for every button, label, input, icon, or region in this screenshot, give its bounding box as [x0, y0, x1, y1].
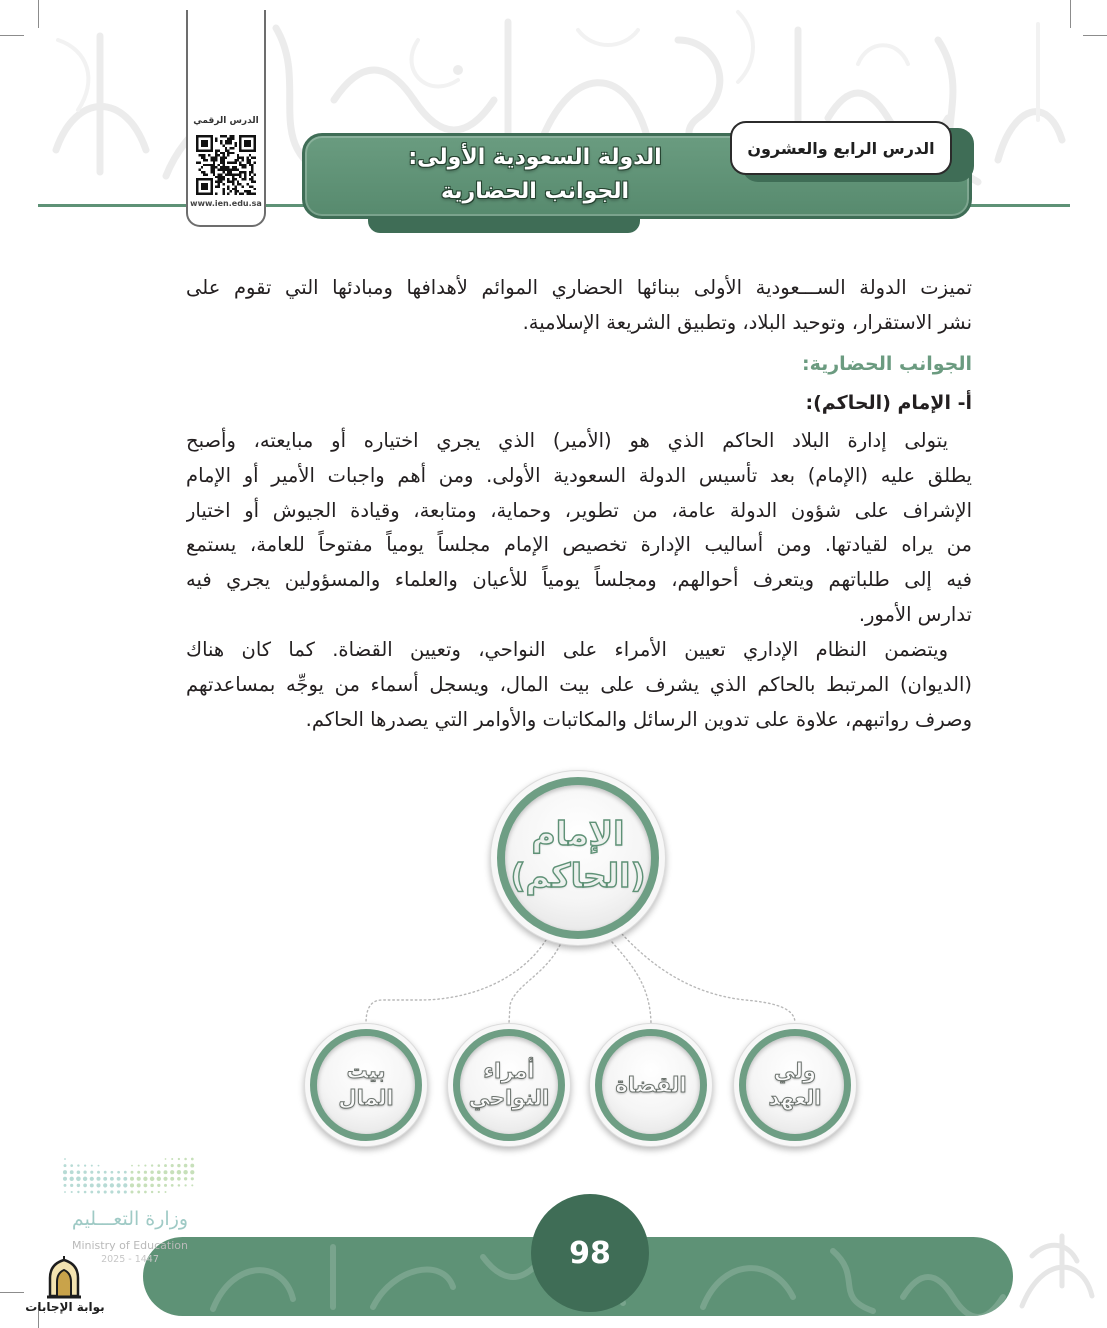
diagram-center-node: [490, 770, 666, 946]
crop-mark-top-right-horizontal: [1083, 35, 1107, 36]
connector-to-governors: [509, 945, 560, 1023]
connector-to-crown-prince: [622, 934, 795, 1023]
section-heading: الجوانب الحضارية:: [801, 353, 972, 375]
footer-calligraphy-pattern: [1012, 1226, 1104, 1318]
imam-paragraph-line: من يراه لقيادتها. ومن أساليب الإدارة تخصيص الإمام مجلساً يومياً مفتوحاً للعامة، يستمع: [186, 533, 972, 557]
administration-paragraph: [186, 633, 972, 737]
imam-paragraph: [186, 424, 972, 633]
diagram-node-ring: [453, 1029, 565, 1141]
diagram-node-judges: [589, 1023, 713, 1147]
administration-paragraph-line: ويتضمن النظام الإداري تعيين الأمراء على النواحي، وتعيين القضاة. كما كان هناك: [186, 638, 948, 661]
diagram-node-ring: [595, 1029, 707, 1141]
page-title-line-1: الدولة السعودية الأولى:: [408, 145, 662, 170]
ministry-year: 2025 - 1447: [101, 1254, 159, 1265]
imam-paragraph-line: يطلق عليه (الإمام) بعد تأسيس الدولة السعودية الأولى. ومن أهم واجبات الأمير أو الإمام: [186, 463, 972, 487]
diagram-node-ring: [739, 1029, 851, 1141]
page-title-line-2: الجوانب الحضارية: [440, 179, 630, 204]
diagram-node-crown-prince: [733, 1023, 857, 1147]
qr-code-icon: [196, 135, 256, 195]
diagram-node-governors: [447, 1023, 571, 1147]
node-label: النواحي: [468, 1086, 550, 1110]
imam-paragraph-line: الإشراف على شؤون الدولة عامة، من تطوير، وحماية، ومتابعة، وقيادة الجيوش أو اختيار: [186, 498, 972, 522]
ministry-dots-logo-icon: [60, 1154, 200, 1198]
node-label: العهد: [768, 1086, 822, 1110]
center-node-label: الإمام: [531, 814, 625, 853]
crop-mark-top-right-vertical: [1070, 0, 1071, 28]
intro-line: تميزت الدولة الســـعودية الأولى ببنائها الحضاري الموائم لأهدافها ومبادئها التي تقوم على: [186, 276, 972, 299]
digital-lesson-label: الدرس الرقمي: [193, 116, 259, 126]
page-number-badge: [531, 1194, 649, 1312]
intro-paragraph: [186, 271, 972, 341]
page-title: [375, 141, 695, 209]
website-label: www.ien.edu.sa: [190, 199, 262, 208]
page-number: 98: [569, 1235, 611, 1271]
ministry-name-arabic: وزارة التعـــليم: [71, 1208, 189, 1230]
node-label: القضاة: [615, 1072, 687, 1097]
crop-mark-bottom-left-horizontal: [0, 1292, 24, 1293]
center-node-label: (الحاكم): [510, 856, 646, 895]
connector-to-judges: [612, 942, 651, 1023]
imam-paragraph-line: تدارس الأمور.: [858, 602, 972, 626]
watermark-label: بوابة الإجابات: [25, 1300, 105, 1314]
mosque-dome-icon: [44, 1256, 84, 1300]
node-label: بيت: [346, 1059, 386, 1083]
connector-to-treasury: [366, 940, 546, 1023]
node-label: أمراء: [483, 1059, 535, 1083]
crop-mark-top-left-horizontal: [0, 35, 24, 36]
diagram-center-ring: [497, 777, 659, 939]
digital-lesson-tag: [186, 10, 266, 227]
node-label: المال: [338, 1086, 394, 1110]
node-label: ولي: [773, 1059, 817, 1083]
diagram-node-ring: [310, 1029, 422, 1141]
diagram-node-treasury: [304, 1023, 428, 1147]
subsection-heading: أ- الإمام (الحاكم):: [805, 392, 972, 414]
ministry-name-english: Ministry of Education: [71, 1239, 188, 1252]
intro-line: نشر الاستقرار، وتوحيد البلاد، وتطبيق الشريعة الإسلامية.: [522, 310, 972, 334]
administration-paragraph-line: وصرف رواتبهم، علاوة على تدوين الرسائل والمكاتبات والأوامر التي يصدرها الحاكم.: [305, 707, 972, 731]
imam-paragraph-line: فيه إلى طلباتهم ويتعرف أحوالهم، ومجلساً يومياً للأعيان والعلماء والمسؤولين يجري فيه: [186, 568, 972, 592]
lesson-label: الدرس الرابع والعشرون: [730, 121, 952, 175]
imam-paragraph-line: يتولى إدارة البلاد الحاكم الذي هو (الأمير) الذي يجري اختياره أو مبايعته، وأصبح: [186, 429, 948, 452]
administration-paragraph-line: (الديوان) المرتبط بالحاكم الذي يشرف على بيت المال، ويسجل أسماء من يوجِّه بمساعدتهم: [186, 672, 972, 696]
